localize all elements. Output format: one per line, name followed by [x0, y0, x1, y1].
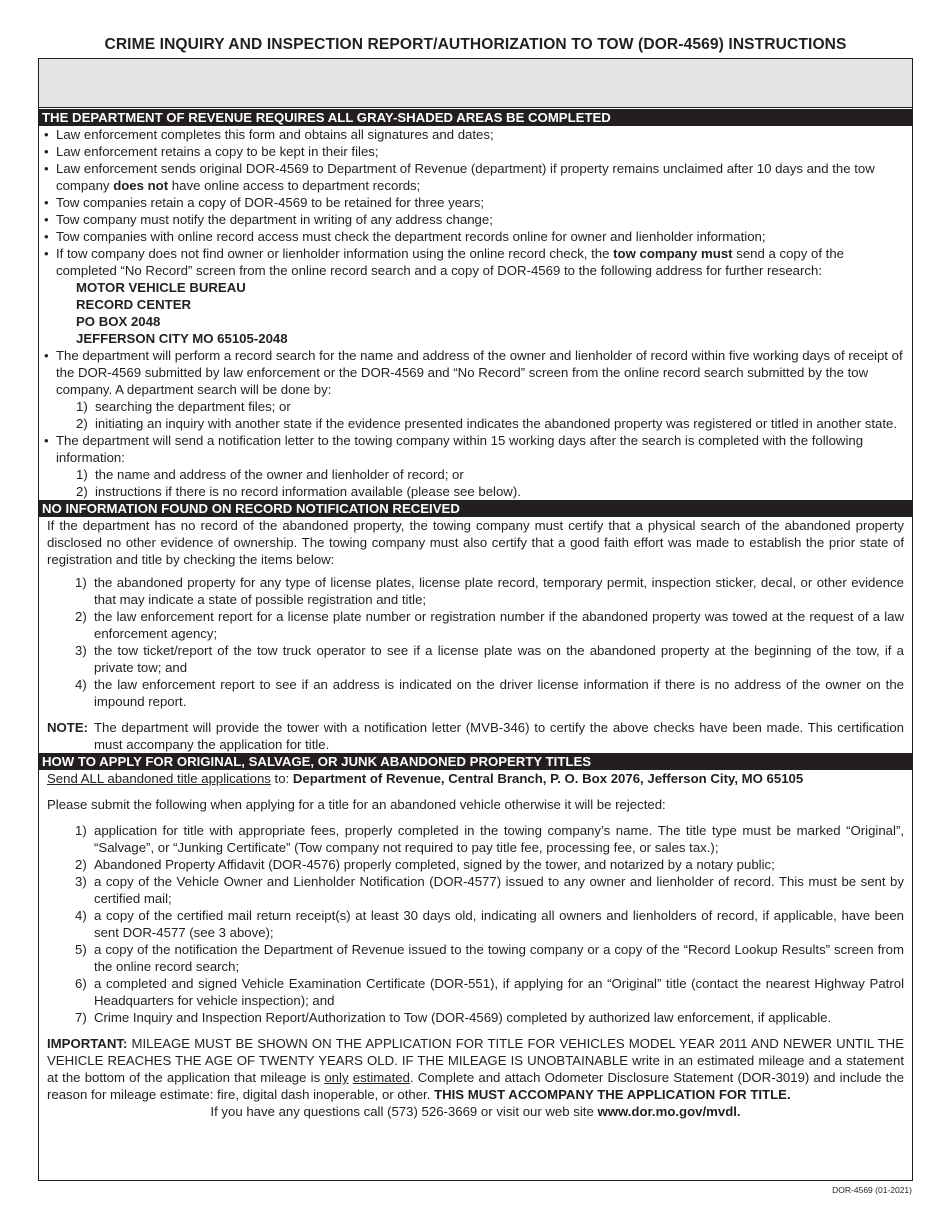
contact-line: If you have any questions call (573) 526-3669 or visit our web site www.dor.mo.gov/mvdl.	[210, 1104, 741, 1119]
form-number: DOR-4569 (01-2021)	[832, 1185, 912, 1195]
numbered-item: 3) the tow ticket/report of the tow truck operator to see if a license plate was on the abandoned property at the beginning of the tow, if a private tow; and	[75, 643, 904, 675]
bullet-item: • Law enforcement retains a copy to be kept in their files;	[44, 144, 379, 159]
note-text: The department will provide the tower with a notification letter (MVB-346) to certify the above checks have been made. This certification must accompany the application for title.	[94, 720, 904, 752]
important-notice: IMPORTANT: MILEAGE MUST BE SHOWN ON THE APPLICATION FOR TITLE FOR VEHICLES MODEL YEAR 2011 AND NEWER UNTIL THE VEHICLE REACHES THE AGE OF TWENTY YEARS OLD. IF THE MILEAGE IS UNOBTAINABLE write in an estimated mileage and a statement at the bottom of the application that mileage is only estimated. Complete and attach Odometer Disclosure Statement (DOR-3019) and include the reason for mileage estimate: fire, digital dash inoperable, or other. THIS MUST ACCOMPANY THE APPLICATION FOR TITLE.	[47, 1036, 904, 1102]
numbered-item: 1) application for title with appropriate fees, properly completed in the towing company’s name. The title type must be marked “Original”, “Salvage”, or “Junking Certificate” (Tow company not required to pay title fee, processing fee, or sales tax.);	[75, 823, 904, 855]
section-intro: If the department has no record of the abandoned property, the towing company must certify that a physical search of the abandoned property disclosed no other evidence of ownership. The towing company must also certify that a good faith effort was made to establish the prior state of registration and title by checking the items below:	[47, 518, 904, 567]
address-line: PO BOX 2048	[76, 314, 161, 329]
address-line: JEFFERSON CITY MO 65105-2048	[76, 331, 288, 346]
numbered-item: 2) the law enforcement report for a license plate number or registration number if the abandoned property was towed at the request of a law enforcement agency;	[75, 609, 904, 641]
section-no-information-content	[39, 517, 912, 753]
numbered-subitem: 1) searching the department files; or	[76, 399, 291, 414]
numbered-item: 4) the law enforcement report to see if an address is indicated on the driver license information if there is no address of the owner on the impound report.	[75, 677, 904, 709]
address-line: RECORD CENTER	[76, 297, 192, 312]
section-heading-gray-areas: THE DEPARTMENT OF REVENUE REQUIRES ALL GRAY-SHADED AREAS BE COMPLETED	[39, 109, 912, 126]
bullet-item: • The department will perform a record search for the name and address of the owner and lienholder of record within five working days of receipt of the DOR-4569 submitted by law enforcement or the DOR-4569 and “No Record” screen from the online record search submitted by the tow company. A department search will be done by:	[44, 348, 903, 397]
numbered-subitem: 2) initiating an inquiry with another state if the evidence presented indicates the abandoned property was registered or titled in another state.	[76, 416, 898, 431]
bullet-item: • Law enforcement completes this form and obtains all signatures and dates;	[44, 127, 494, 142]
section-heading-no-information: NO INFORMATION FOUND ON RECORD NOTIFICATION RECEIVED	[39, 500, 912, 517]
numbered-item: 5) a copy of the notification the Department of Revenue issued to the towing company or a copy of the “Record Lookup Results” screen from the online record search;	[75, 942, 904, 974]
section-gray-areas-content	[39, 126, 912, 500]
mailing-address	[39, 279, 912, 347]
numbered-subitem: 2) instructions if there is no record information available (please see below).	[76, 484, 521, 499]
bullet-item: • The department will send a notification letter to the towing company within 15 working days after the search is completed with the following information:	[44, 433, 864, 465]
numbered-item: 1) the abandoned property for any type of license plates, license plate record, temporary permit, inspection sticker, decal, or other evidence that may indicate a state of possible registration and title;	[75, 575, 904, 607]
numbered-item: 7) Crime Inquiry and Inspection Report/Authorization to Tow (DOR-4569) completed by authorized law enforcement, if applicable.	[75, 1010, 832, 1025]
document-title: CRIME INQUIRY AND INSPECTION REPORT/AUTHORIZATION TO TOW (DOR-4569) INSTRUCTIONS	[104, 36, 847, 53]
bullet-item: • Tow companies retain a copy of DOR-4569 to be retained for three years;	[44, 195, 485, 210]
send-applications-line: Send ALL abandoned title applications to: Department of Revenue, Central Branch, P. O. Box 2076, Jefferson City, MO 65105	[47, 771, 804, 786]
numbered-item: 2) Abandoned Property Affidavit (DOR-4576) properly completed, signed by the tower, and notarized by a notary public;	[75, 857, 775, 872]
section-heading-how-to-apply: HOW TO APPLY FOR ORIGINAL, SALVAGE, OR JUNK ABANDONED PROPERTY TITLES	[39, 753, 912, 770]
note	[39, 719, 912, 753]
bullet-item: • If tow company does not find owner or lienholder information using the online record check, the tow company must send a copy of the completed “No Record” screen from the online record search and a copy of DOR-4569 to the following address for further research:	[44, 246, 844, 278]
section-how-to-apply-content	[39, 770, 912, 1120]
important-label: IMPORTANT:	[47, 1036, 128, 1051]
website-link[interactable]: www.dor.mo.gov/mvdl.	[597, 1104, 741, 1119]
numbered-item: 6) a completed and signed Vehicle Examination Certificate (DOR-551), if applying for an “Original” title (contact the nearest Highway Patrol Headquarters for vehicle inspection); and	[75, 976, 904, 1008]
numbered-item: 3) a copy of the Vehicle Owner and Lienholder Notification (DOR-4577) issued to any owner and lienholder of record. This must be sent by certified mail;	[75, 874, 904, 906]
note-label: NOTE:	[47, 720, 89, 735]
instructions-form	[38, 58, 913, 1181]
bullet-item: • Law enforcement sends original DOR-4569 to Department of Revenue (department) if property remains unclaimed after 10 days and the tow company does not have online access to department records;	[44, 161, 875, 193]
numbered-subitem: 1) the name and address of the owner and lienholder of record; or	[76, 467, 464, 482]
bullet-item: • Tow company must notify the department in writing of any address change;	[44, 212, 493, 227]
address-line: MOTOR VEHICLE BUREAU	[76, 280, 246, 295]
submit-instructions: Please submit the following when applying for a title for an abandoned vehicle otherwise it will be rejected:	[47, 797, 666, 812]
bullet-item: • Tow companies with online record access must check the department records online for owner and lienholder information;	[44, 229, 766, 244]
numbered-item: 4) a copy of the certified mail return receipt(s) at least 30 days old, indicating all owners and lienholders of record, if applicable, have been sent DOR-4577 (see 3 above);	[75, 908, 904, 940]
gray-shaded-area	[39, 59, 912, 108]
